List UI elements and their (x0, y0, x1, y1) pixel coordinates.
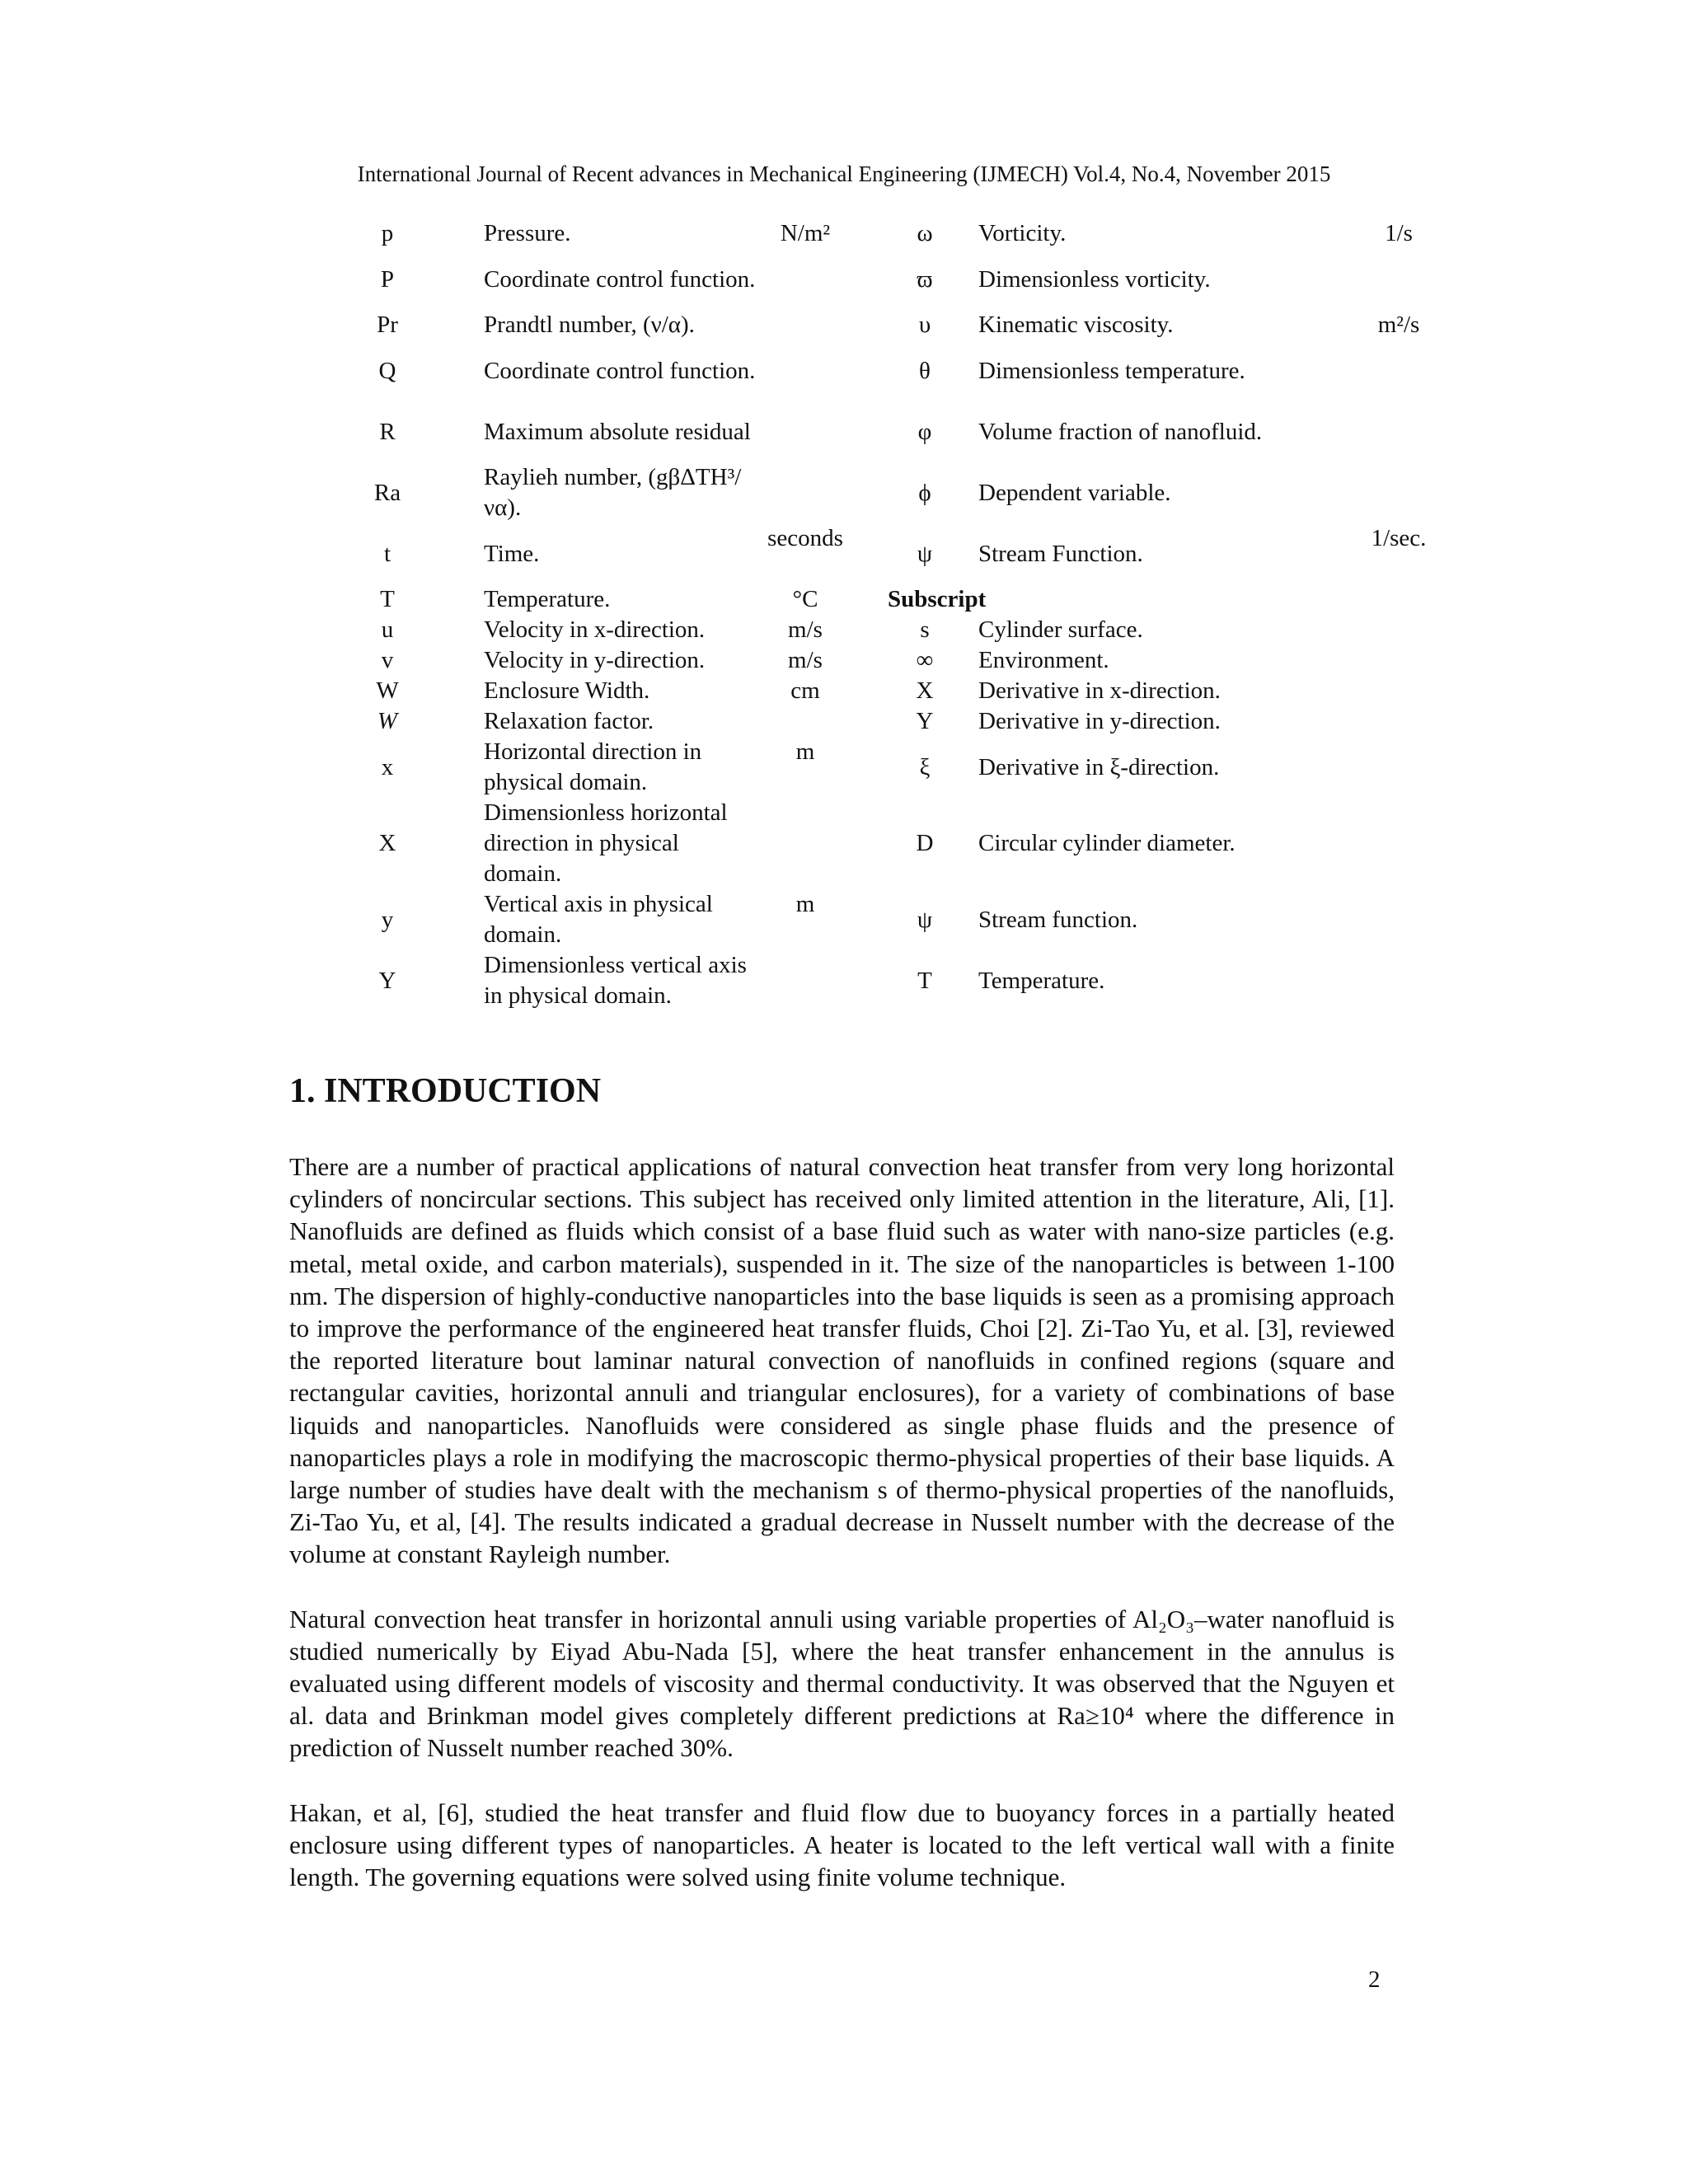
definition: Raylieh number, (gβΔTH³/να). (484, 464, 742, 521)
section-heading: 1. INTRODUCTION (289, 1072, 602, 1110)
definition: Stream Function. (978, 540, 1143, 567)
unit: m/s (788, 616, 823, 643)
definition: Vertical axis in physical domain. (484, 891, 713, 948)
column-gap (855, 401, 888, 462)
unit (756, 462, 855, 523)
unit (1349, 798, 1448, 889)
running-header: International Journal of Recent advances in Mechanical Engineering (IJMECH) Vol.4, No.4, November 2015 (357, 162, 1331, 186)
unit (756, 798, 855, 889)
unit: m (795, 738, 815, 765)
nomenclature-row (324, 249, 1448, 310)
unit (756, 706, 855, 737)
definition: Dimensionless temperature. (978, 357, 1245, 384)
nomenclature-row (324, 218, 1448, 249)
symbol: W (377, 708, 398, 734)
greek-symbol: X (916, 677, 934, 704)
symbol: W (376, 677, 399, 704)
unit: N/m² (780, 220, 831, 246)
column-gap (855, 706, 888, 737)
unit: 1/sec. (1371, 525, 1427, 551)
nomenclature-row (324, 798, 1448, 889)
definition: Environment. (978, 647, 1109, 673)
nomenclature-row (324, 340, 1448, 401)
unit (756, 310, 855, 340)
unit: m/s (788, 647, 823, 673)
symbol: Q (378, 357, 396, 384)
definition: Prandtl number, (ν/α). (484, 312, 695, 338)
symbol: u (381, 616, 394, 643)
unit: m²/s (1377, 312, 1420, 338)
column-gap (855, 310, 888, 340)
greek-symbol: ∞ (916, 647, 934, 673)
definition: Dependent variable. (978, 479, 1171, 506)
definition: Coordinate control function. (484, 265, 756, 293)
symbol: Ra (373, 479, 401, 506)
unit: °C (792, 586, 818, 612)
column-gap (855, 798, 888, 889)
definition: Circular cylinder diameter. (978, 830, 1236, 856)
nomenclature-row (324, 676, 1448, 706)
definition: Dimensionless vorticity. (978, 265, 1211, 293)
column-gap (855, 462, 888, 523)
symbol: y (381, 906, 394, 933)
symbol: R (379, 418, 396, 445)
column-gap (855, 218, 888, 249)
unit (1349, 737, 1448, 798)
definition: Velocity in x-direction. (484, 616, 706, 643)
definition: Derivative in ξ-direction. (978, 753, 1220, 780)
unit: 1/s (1385, 220, 1413, 246)
definition: Cylinder surface. (978, 616, 1143, 643)
paragraph-1: There are a number of practical applications of natural convection heat transfer from very long horizontal cylinders of noncircular sections. This subject has received only limited attention in the literature, Ali, [1]. Nanofluids are defined as fluids which consist of a base fluid such as water with nano-size particles (e.g. metal, metal oxide, and carbon materials), suspended in it. The size of the nanoparticles is between 1-100 nm. The dispersion of highly-conductive nanoparticles into the base liquids is seen as a promising approach to improve the performance of the engineered heat transfer fluids, Choi [2]. Zi-Tao Yu, et al. [3], reviewed the reported literature bout laminar natural convection of nanofluids in confined regions (square and rectangular cavities, horizontal annuli and triangular enclosures), for a variety of combinations of base liquids and nanoparticles. Nanofluids were considered as single phase fluids and the presence of nanoparticles plays a role in modifying the macroscopic thermo-physical properties of their base liquids. A large number of studies have dealt with the mechanism s of thermo-physical properties of the nanofluids, Zi-Tao Yu, et al, [4]. The results indicated a gradual decrease in Nusselt number with the decrease of the volume at constant Rayleigh number. (289, 1152, 1395, 1569)
column-gap (855, 950, 888, 1011)
greek-symbol: ω (917, 220, 933, 246)
nomenclature-row (324, 889, 1448, 950)
column-gap (855, 523, 888, 584)
unit (1349, 249, 1448, 310)
greek-symbol: ξ (919, 753, 931, 780)
unit (1349, 645, 1448, 676)
definition: Vorticity. (978, 220, 1067, 246)
unit (756, 401, 855, 462)
unit: seconds (767, 525, 843, 551)
nomenclature-row (324, 645, 1448, 676)
greek-symbol: θ (919, 357, 931, 384)
unit (756, 249, 855, 310)
definition: Temperature. (978, 967, 1105, 994)
nomenclature-row (324, 310, 1448, 340)
subscript-heading: Subscript (888, 586, 987, 612)
column-gap (855, 615, 888, 645)
symbol: Y (378, 967, 396, 994)
unit (1349, 950, 1448, 1011)
definition: Time. (484, 540, 540, 567)
column-gap (855, 889, 888, 950)
unit (756, 340, 855, 401)
definition: Volume fraction of nanofluid. (978, 418, 1263, 445)
symbol: T (380, 586, 395, 612)
definition: Stream function. (978, 906, 1138, 933)
nomenclature-table (324, 218, 1448, 1011)
nomenclature-row (324, 706, 1448, 737)
unit: m (795, 891, 815, 917)
definition: Horizontal direction in physical domain. (484, 738, 702, 795)
definition: Kinematic viscosity. (978, 312, 1174, 338)
greek-symbol: ϖ (917, 265, 933, 293)
column-gap (855, 584, 888, 615)
definition: Enclosure Width. (484, 677, 650, 704)
column-gap (855, 676, 888, 706)
greek-symbol: s (920, 616, 930, 643)
unit (1349, 462, 1448, 523)
nomenclature-row (324, 401, 1448, 462)
unit (1349, 401, 1448, 462)
definition: Coordinate control function. (484, 357, 756, 384)
greek-symbol: ψ (917, 540, 933, 567)
unit (1349, 676, 1448, 706)
definition: Dimensionless horizontal direction in physical domain. (484, 799, 728, 887)
nomenclature-row (324, 523, 1448, 584)
body-text (289, 1151, 1395, 1925)
definition: Derivative in y-direction. (978, 708, 1221, 734)
symbol: p (381, 220, 394, 246)
unit (756, 950, 855, 1011)
paragraph-3: Hakan, et al, [6], studied the heat transfer and fluid flow due to buoyancy forces in a partially heated enclosure using different types of nanoparticles. A heater is located to the left vertical wall with a finite length. The governing equations were solved using finite volume technique. (289, 1797, 1395, 1892)
unit: cm (790, 677, 820, 704)
greek-symbol: T (917, 967, 932, 994)
unit (1349, 706, 1448, 737)
symbol: t (383, 540, 392, 567)
unit (1349, 615, 1448, 645)
greek-symbol: D (916, 830, 934, 856)
greek-symbol: φ (917, 418, 932, 445)
symbol: Pr (377, 312, 398, 338)
nomenclature-row (324, 950, 1448, 1011)
symbol: v (381, 647, 394, 673)
page-number: 2 (1368, 1966, 1381, 1993)
paragraph-2: Natural convection heat transfer in horizontal annuli using variable properties of Al₂O₃–water nanofluid is studied numerically by Eiyad Abu-Nada [5], where the heat transfer enhancement in the annulus is evaluated using different models of viscosity and thermal conductivity. It was observed that the Nguyen et al. data and Brinkman model gives completely different predictions at Ra≥10⁴ where the difference in prediction of Nusselt number reached 30%. (289, 1604, 1395, 1763)
definition: Derivative in x-direction. (978, 677, 1221, 704)
symbol: x (381, 753, 394, 780)
definition: Dimensionless vertical axis in physical domain. (484, 952, 747, 1009)
nomenclature-row (324, 615, 1448, 645)
definition: Relaxation factor. (484, 708, 654, 734)
unit (1349, 889, 1448, 950)
column-gap (855, 737, 888, 798)
definition: Pressure. (484, 220, 571, 246)
nomenclature-row (324, 462, 1448, 523)
symbol: X (378, 830, 396, 856)
definition: Maximum absolute residual (484, 418, 751, 445)
column-gap (855, 340, 888, 401)
definition: Temperature. (484, 586, 611, 612)
nomenclature-row (324, 584, 1448, 615)
definition: Velocity in y-direction. (484, 647, 706, 673)
symbol: P (380, 265, 395, 293)
unit (1349, 340, 1448, 401)
greek-symbol: ψ (917, 906, 933, 933)
greek-symbol: ϕ (918, 479, 931, 506)
column-gap (855, 645, 888, 676)
greek-symbol: υ (918, 312, 931, 338)
greek-symbol: Y (916, 708, 934, 734)
column-gap (855, 249, 888, 310)
nomenclature-row (324, 737, 1448, 798)
